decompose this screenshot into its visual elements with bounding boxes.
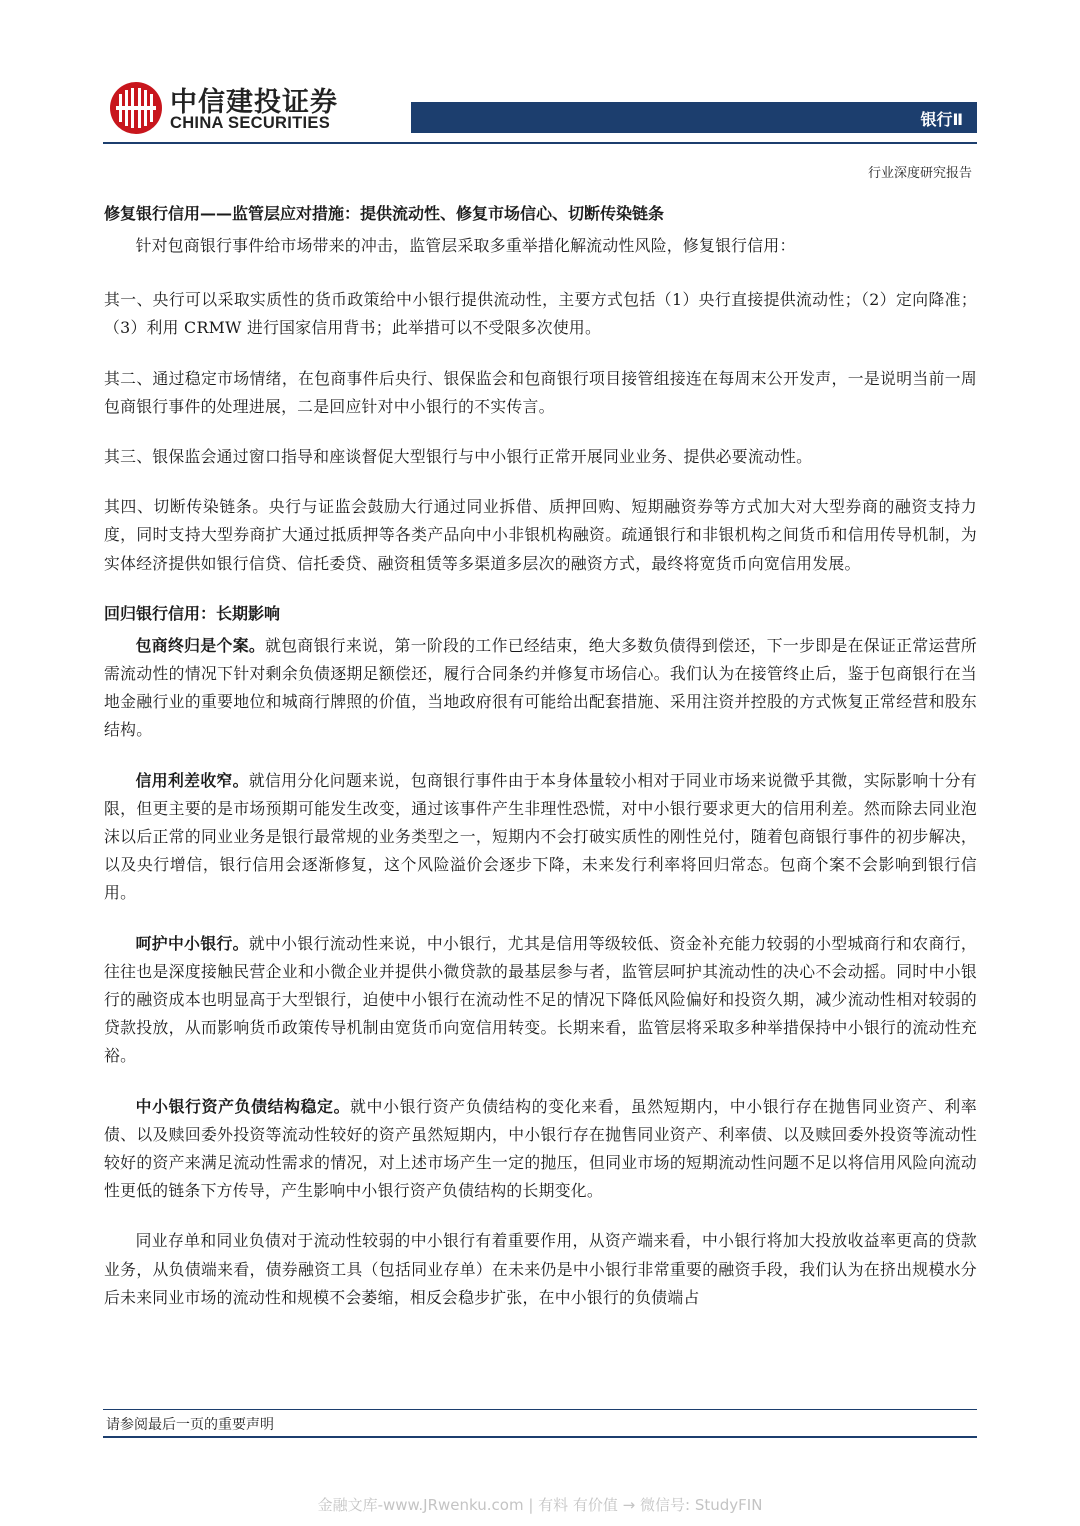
china-securities-logo-icon xyxy=(108,80,164,136)
impact-paragraph-4-lead: 中小银行资产负债结构稳定。 xyxy=(135,1096,351,1116)
footer-divider-bottom xyxy=(103,1436,977,1438)
section-heading-repair-credit: 修复银行信用——监管层应对措施：提供流动性、修复市场信心、切断传染链条 xyxy=(104,204,665,223)
company-logo xyxy=(108,80,340,138)
report-type-label: 行业深度研究报告 xyxy=(867,166,972,181)
section-heading-long-term: 回归银行信用：长期影响 xyxy=(104,603,281,623)
impact-paragraph-4 xyxy=(104,1093,977,1206)
measure-paragraph-3: 其三、银保监会通过窗口指导和座谈督促大型银行与中小银行正常开展同业业务、提供必要流动性。 xyxy=(104,447,813,467)
logo-english-name: CHINA SECURITIES xyxy=(170,114,331,132)
impact-paragraph-1 xyxy=(104,632,977,745)
header-sector-bar xyxy=(411,102,977,133)
impact-paragraph-1-body: 就包商银行来说，第一阶段的工作已经结束，绝大多数负债得到偿还，下一步即是在保证正常运营所需流动性的情况下针对剩余负债逐期足额偿还，履行合同条约并修复市场信心。我们认为在接管终止后，鉴于包商银行在当地金融行业的重要地位和城商行牌照的价值，当地政府很有可能给出配套措施、采用注资并控股的方式恢复正常经营和股东结构。 xyxy=(104,635,978,740)
sector-label: 银行Ⅱ xyxy=(920,110,963,129)
impact-paragraph-2-lead: 信用利差收窄。 xyxy=(135,770,249,790)
footer-disclaimer: 请参阅最后一页的重要声明 xyxy=(106,1417,274,1433)
footer-divider-top xyxy=(103,1409,977,1410)
impact-paragraph-2-body: 就信用分化问题来说，包商银行事件由于本身体量较小相对于同业市场来说微乎其微，实际影响十分有限，但更主要的是市场预期可能发生改变，通过该事件产生非理性恐慌，对中小银行要求更大的信用利差。然而除去同业泡沫以后正常的同业业务是银行最常规的业务类型之一，短期内不会打破实质性的刚性兑付，随着包商银行事件的初步解决，以及央行增信，银行信用会逐渐修复，这个风险溢价会逐步下降，未来发行利率将回归常态。包商个案不会影响到银行信用。 xyxy=(104,770,977,903)
impact-paragraph-4-body: 就中小银行资产负债结构的变化来看，虽然短期内，中小银行存在抛售同业资产、利率债、以及赎回委外投资等流动性较好的资产虽然短期内，中小银行存在抛售同业资产、利率债、以及赎回委外投资等流动性较好的资产来满足流动性需求的情况，对上述市场产生一定的抛压，但同业市场的短期流动性问题不足以将信用风险向流动性更低的链条下方传导，产生影响中小银行资产负债结构的长期变化。 xyxy=(104,1096,977,1201)
impact-paragraph-3-lead: 呵护中小银行。 xyxy=(135,933,249,953)
header-divider xyxy=(103,142,977,144)
watermark-text: 金融文库-www.JRwenku.com | 有料 有价值 → 微信号: StudyFIN xyxy=(317,1496,763,1514)
measure-paragraph-2: 其二、通过稳定市场情绪，在包商事件后央行、银保监会和包商银行项目接管组接连在每周末公开发声，一是说明当前一周包商银行事件的处理进展，二是回应针对中小银行的不实传言。 xyxy=(104,368,977,416)
impact-paragraph-5: 同业存单和同业负债对于流动性较弱的中小银行有着重要作用，从资产端来看，中小银行将加大投放收益率更高的贷款业务，从负债端来看，债券融资工具（包括同业存单）在未来仍是中小银行非常重要的融资手段，我们认为在挤出规模水分后未来同业市场的流动性和规模不会萎缩，相反会稳步扩张，在中小银行的负债端占 xyxy=(104,1231,977,1307)
impact-paragraph-1-lead: 包商终归是个案。 xyxy=(135,635,266,655)
report-body xyxy=(104,200,977,1312)
impact-paragraph-2 xyxy=(104,767,977,908)
logo-chinese-name: 中信建投证券 xyxy=(170,87,338,118)
section1-intro: 针对包商银行事件给市场带来的冲击，监管层采取多重举措化解流动性风险，修复银行信用： xyxy=(135,236,796,255)
impact-paragraph-3 xyxy=(104,930,977,1071)
measure-paragraph-1: 其一、央行可以采取实质性的货币政策给中小银行提供流动性，主要方式包括（1）央行直接提供流动性；（2）定向降准；（3）利用 CRMW 进行国家信用背书；此举措可以不受限多次使用。 xyxy=(104,290,977,338)
impact-paragraph-3-body: 就中小银行流动性来说，中小银行，尤其是信用等级较低、资金补充能力较弱的小型城商行和农商行，往往也是深度接触民营企业和小微企业并提供小微贷款的最基层参与者，监管层呵护其流动性的决心不会动摇。同时中小银行的融资成本也明显高于大型银行，迫使中小银行在流动性不足的情况下降低风险偏好和投资久期，减少流动性相对较弱的贷款投放，从而影响货币政策传导机制由宽货币向宽信用转变。长期来看，监管层将采取多种举措保持中小银行的流动性充裕。 xyxy=(104,933,977,1066)
measure-paragraph-4: 其四、切断传染链条。央行与证监会鼓励大行通过同业拆借、质押回购、短期融资券等方式加大对大型券商的融资支持力度，同时支持大型券商扩大通过抵质押等各类产品向中小非银机构融资。疏通银行和非银机构之间货币和信用传导机制，为实体经济提供如银行信贷、信托委贷、融资租赁等多渠道多层次的融资方式，最终将宽货币向宽信用发展。 xyxy=(104,497,977,573)
